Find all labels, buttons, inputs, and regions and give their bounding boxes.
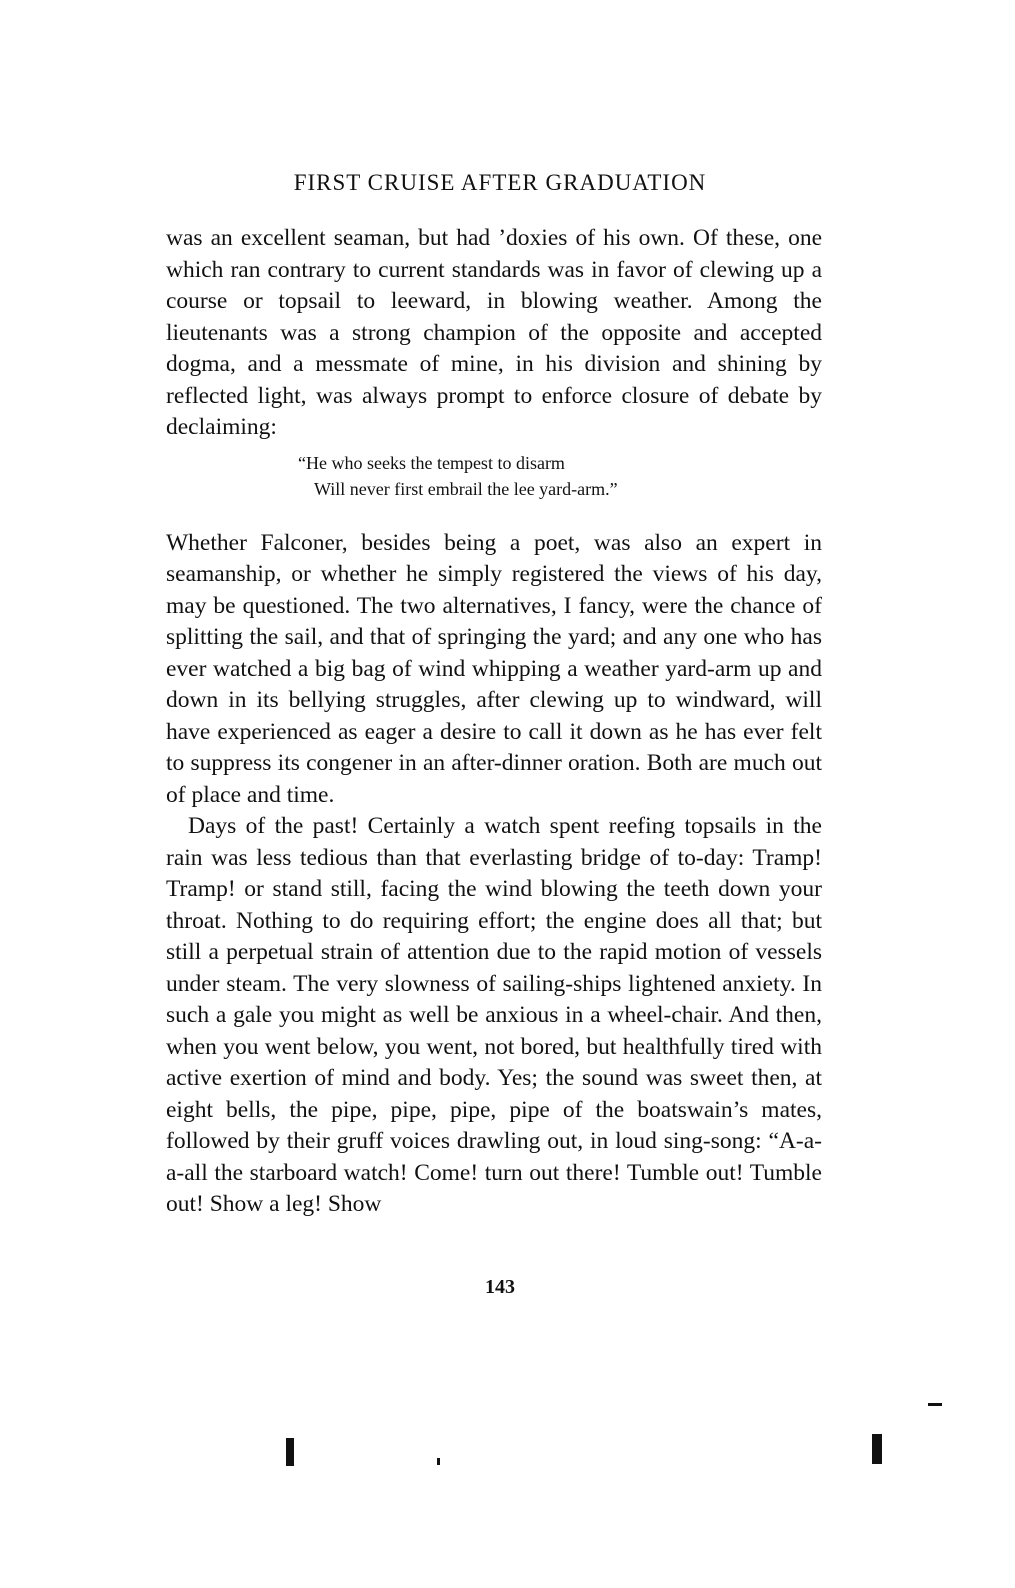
running-head: FIRST CRUISE AFTER GRADUATION — [293, 170, 707, 195]
scan-speck-left — [286, 1438, 294, 1466]
page-number: 143 — [485, 1276, 515, 1298]
paragraph-days-of-the-past: Days of the past! Certainly a watch spent reefing topsails in the rain was less tedious than that everlasting bridge of to-day: Tramp! Tramp! or stand still, facing the wind blowing the teeth down your throat. Nothing to do requiring effort; the engine does all that; but still a perpetual strain of attention due to the rapid motion of vessels under steam. The very slowness of sailing-ships lightened anxiety. In such a gale you might as well be anxious in a wheel-chair. And then, when you went below, you went, not bored, but healthfully tired with active exertion of mind and body. Yes; the sound was sweet then, at eight bells, the pipe, pipe, pipe, pipe of the boatswain’s mates, followed by their gruff voices drawling out, in loud sing-song: “A-a-a-all the starboard watch! Come! turn out there! Tumble out! Tumble out! Show a leg! Show — [166, 813, 822, 1217]
scan-speck-right — [872, 1434, 882, 1464]
scan-speck-center — [437, 1458, 440, 1465]
verse-quote — [166, 450, 822, 502]
body-text — [166, 223, 822, 1221]
scan-dash-right — [928, 1403, 942, 1406]
verse-line-2: Will never first embrail the lee yard-arm.” — [314, 478, 618, 499]
verse-line-1: “He who seeks the tempest to disarm — [298, 452, 565, 473]
paragraph-falconer: Whether Falconer, besides being a poet, was also an expert in seamanship, or whether he simply registered the views of his day, may be questioned. The two alternatives, I fancy, were the chance of splitting the sail, and that of springing the yard; and any one who has ever watched a big bag of wind whipping a weather yard-arm up and down in its bellying struggles, after clewing up to windward, will have experienced as eager a desire to call it down as he has ever felt to suppress its congener in an after-dinner oration. Both are much out of place and time. — [166, 529, 822, 808]
paragraph-continued: was an excellent seaman, but had ’doxies of his own. Of these, one which ran contrary to current standards was in favor of clewing up a course or topsail to leeward, in blowing weather. Among the lieutenants was a strong champion of the opposite and accepted dogma, and a messmate of mine, in his division and shining by reflected light, was always prompt to enforce closure of debate by declaiming: — [166, 225, 822, 440]
